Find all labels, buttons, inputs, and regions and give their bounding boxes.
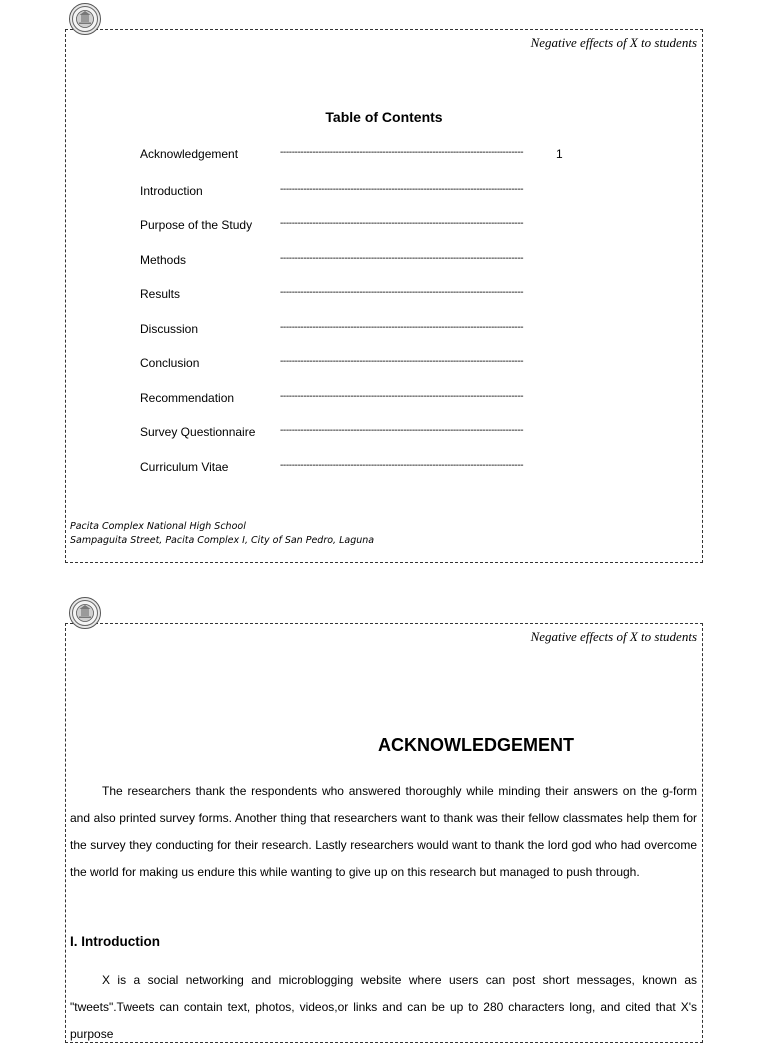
acknowledgement-text: The researchers thank the respondents who answered thoroughly while minding their answers on the g-form and also printed survey forms. Another thing that researchers want to thank was their fellow classmates help them for the survey they conducting for their research. Lastly researchers would want to thank the lord god who had overcome the world for making us endure this while wanting to give up on this research but managed to push through. [70,784,697,879]
toc-leader: ----------------------------------------------------------------------------------- [280,425,524,436]
toc-leader: ----------------------------------------------------------------------------------- [280,218,524,229]
school-seal-icon [69,597,101,629]
toc-entry-label: Discussion [140,322,199,336]
toc-entry-label: Survey Questionnaire [140,425,256,439]
toc-entry-label: Purpose of the Study [140,218,253,232]
acknowledgement-page [65,623,703,1043]
acknowledgement-title: ACKNOWLEDGEMENT [378,735,574,755]
toc-entry [140,147,563,163]
toc-entry-label: Acknowledgement [140,147,239,161]
toc-leader: ----------------------------------------------------------------------------------- [280,460,524,471]
toc-entry-label: Methods [140,253,187,267]
introduction-text: X is a social networking and microblogging website where users can post short messages, known as "tweets".Tweets can contain text, photos, videos,or links and can be up to 280 characters long, and cited that X's purpose [70,973,697,1041]
toc-entry-label: Recommendation [140,391,235,405]
running-header: Negative effects of X to students [530,629,697,644]
toc-leader: ----------------------------------------------------------------------------------- [280,391,524,402]
toc-entry [140,253,560,269]
toc-entry [140,425,560,441]
toc-entry-label: Introduction [140,184,203,198]
toc-entry [140,391,560,407]
toc-leader: ----------------------------------------------------------------------------------- [280,253,524,264]
introduction-paragraph [70,967,697,1048]
footer-school-name: Pacita Complex National High School [70,521,246,532]
acknowledgement-paragraph [70,778,697,886]
toc-entry [140,356,560,372]
toc-entry [140,322,560,338]
toc-leader: ----------------------------------------------------------------------------------- [280,356,524,367]
running-header: Negative effects of X to students [530,35,697,50]
toc-title: Table of Contents [325,109,443,125]
school-seal-icon [69,3,101,35]
footer-address: Sampaguita Street, Pacita Complex I, City of San Pedro, Laguna [70,535,375,546]
toc-leader: ----------------------------------------------------------------------------------- [280,287,524,298]
toc-page-number: 1 [556,147,563,161]
toc-leader: ----------------------------------------------------------------------------------- [280,147,524,158]
toc-entry [140,218,560,234]
introduction-heading: I. Introduction [70,934,160,949]
toc-entry [140,287,560,303]
toc-page [65,29,703,563]
toc-entry-label: Results [140,287,181,301]
toc-entry-label: Conclusion [140,356,200,370]
toc-entry-label: Curriculum Vitae [140,460,229,474]
toc-leader: ----------------------------------------------------------------------------------- [280,184,524,195]
toc-entry [140,460,560,476]
page-footer [70,520,374,548]
toc-leader: ----------------------------------------------------------------------------------- [280,322,524,333]
toc-entry [140,184,560,200]
